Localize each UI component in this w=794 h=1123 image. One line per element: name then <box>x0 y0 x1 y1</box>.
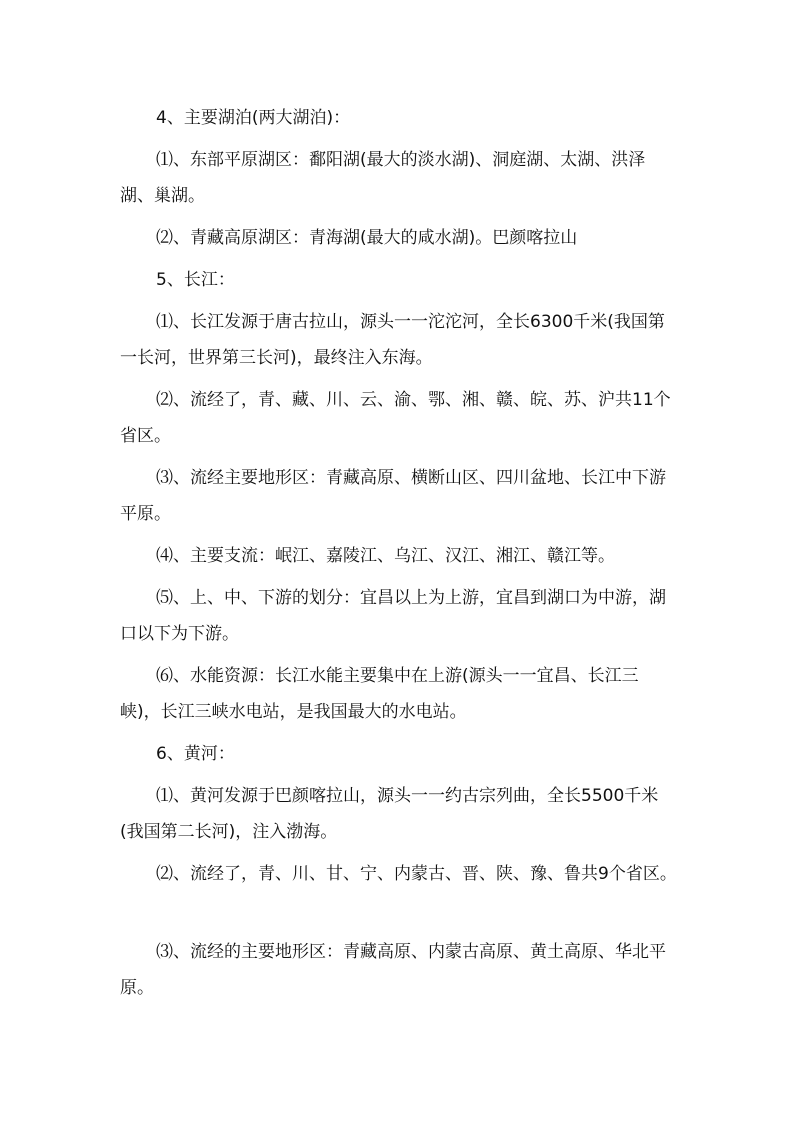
paragraph-yellow-river-source: ⑴、黄河发源于巴颜喀拉山，源头一一约古宗列曲，全长5500千米(我国第二长河)，注入渤海。 <box>120 786 659 842</box>
heading-yangtze: 5、长江： <box>156 270 235 290</box>
paragraph-yangtze-source: ⑴、长江发源于唐古拉山，源头一一沱沱河，全长6300千米(我国第一长河，世界第三长河)，最终注入东海。 <box>120 312 665 368</box>
paragraph-yangtze-hydropower: ⑹、水能资源：长江水能主要集中在上游(源头一一宜昌、长江三峡)，长江三峡水电站，是我国最大的水电站。 <box>120 666 639 722</box>
paragraph-yellow-river-terrain: ⑶、流经的主要地形区：青藏高原、内蒙古高原、黄土高原、华北平原。 <box>120 942 666 998</box>
paragraph-yellow-river-provinces: ⑵、流经了，青、川、甘、宁、内蒙古、晋、陕、豫、鲁共9个省区。 <box>156 864 677 884</box>
heading-lakes: 4、主要湖泊(两大湖泊)： <box>156 108 351 128</box>
paragraph-yangtze-tributaries: ⑷、主要支流：岷江、嘉陵江、乌江、汉江、湘江、赣江等。 <box>156 546 615 566</box>
paragraph-yangtze-provinces: ⑵、流经了，青、藏、川、云、渝、鄂、湘、赣、皖、苏、沪共11个省区。 <box>120 390 671 446</box>
paragraph-yangtze-sections: ⑸、上、中、下游的划分：宜昌以上为上游，宜昌到湖口为中游，湖口以下为下游。 <box>120 588 666 644</box>
paragraph-yangtze-terrain: ⑶、流经主要地形区：青藏高原、横断山区、四川盆地、长江中下游平原。 <box>120 468 666 524</box>
paragraph-eastern-lakes: ⑴、东部平原湖区：鄱阳湖(最大的淡水湖)、洞庭湖、太湖、洪泽湖、巢湖。 <box>120 150 646 206</box>
paragraph-qinghai-lake: ⑵、青藏高原湖区：青海湖(最大的咸水湖)。巴颜喀拉山 <box>156 228 578 248</box>
heading-yellow-river: 6、黄河： <box>156 744 235 764</box>
